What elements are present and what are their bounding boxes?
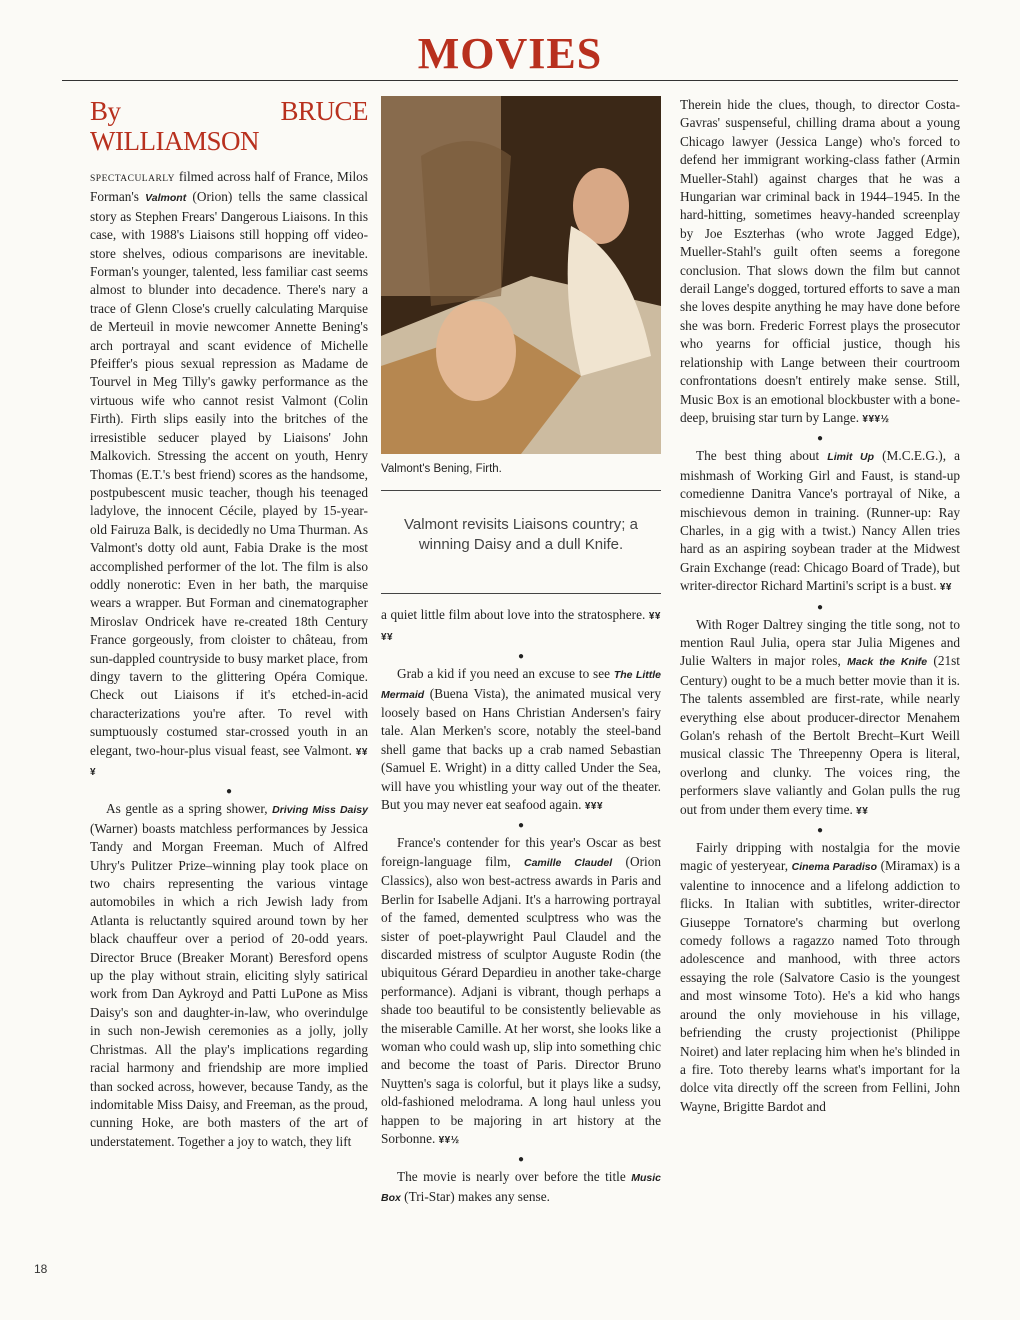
- header-rule: [62, 80, 958, 81]
- film-title: Limit Up: [827, 451, 875, 464]
- review-cinema-paradiso: Fairly dripping with nostalgia for the movie magic of yesteryear, Cinema Paradiso (Miramax) is a valentine to innocence and a lifelong addiction to flicks. In Italian with subtitles, writer-director Giuseppe Tornatore's charming but overlong comedy follows a ragazzo named Toto through adolescence and manhood, with three actors essaying the role (Salvatore Casio is the youngest and most winsome Toto). He's a kid who hangs around the only moviehouse in his village, befriending the crusty projectionist (Philippe Noiret) and later replacing him when he's blinded in a fire. Toto thereby learns what's important for la dolce vita directly off the screen from Fellini, John Wayne, Brigitte Bardot and: [680, 840, 961, 1114]
- pull-quote-rule-top: [381, 490, 661, 491]
- review-driving-miss-daisy: As gentle as a spring shower, Driving Miss Daisy (Warner) boasts matchless performances by Jessica Tandy and Morgan Freeman. Much of Alfred Uhry's Pulitzer Prize–winning play took place on two chairs representing the various vintage automobiles in which a rich Jewish lady from Atlanta is reluctantly squired around town by her black chauffeur over a period of 20-odd years. Director Bruce (Breaker Morant) Beresford opens up the play without strain, eliciting slyly satirical work from Dan Aykroyd and Patti LuPone as Miss Daisy's son and daughter-in-law, who overindulge in such non-Jewish ceremonies as a jolly, jolly Christmas. All the play's implications regarding racial harmony and friendship are more implied than socked across, however, because Tandy, as the indomitable Miss Daisy, and Freeman, as the proud, cunning Hoke, are both masters of the art of understatement. Together a joy to watch, they lift: [90, 801, 368, 1149]
- section-title: MOVIES: [417, 29, 603, 78]
- film-title: The Little Mermaid: [381, 669, 661, 701]
- separator-dot: ●: [816, 433, 824, 445]
- film-title: Valmont: [145, 192, 187, 205]
- column-3: [680, 96, 960, 1116]
- rating: ¥¥¥¥: [381, 611, 661, 643]
- review-camille-claudel: France's contender for this year's Oscar as best foreign-language film, Camille Claudel (Orion Classics), also won best-actress awards in Paris and Berlin for Isabelle Adjani. It's a harrowing portrayal of the famed, demented sculptress who was the sister of poet-playwright Paul Claudel and the discarded mistress of sculptor Auguste Rodin (the ubiquitous Gérard Depardieu in another take-charge performance). Adjani is vibrant, though perhaps a shade too beautiful to be consistently believable as the miserable Camille. At her worst, she looks like a woman who could wash up, slip into something chic and become the toast of Paris. Director Bruno Nuytten's saga is colorful, but it plays like a sudsy, old-fashioned melodrama. A long haul unless you happen to be majoring in art history at the Sorbonne. ¥¥½: [381, 835, 661, 1146]
- rating: ¥¥¥: [584, 801, 604, 813]
- pull-quote-rule-bottom: [381, 593, 661, 594]
- review-music-box: The movie is nearly over before the title Music Box (Tri-Star) makes any sense.: [381, 1169, 661, 1204]
- review-mack-the-knife: With Roger Daltrey singing the title song, not to mention Raul Julia, opera star Julia Migenes and Julie Walters in major roles, Mack the Knife (21st Century) ought to be a much better movie than it is. The talents assembled are first-rate, while nearly everything else about producer-director Menahem Golan's rehash of the Bertolt Brecht–Kurt Weill musical classic The Threepenny Opera is literal, overlong and clunky. The voices ring, the performers slave valiantly and Golan pulls the rug out from under them every time. ¥¥: [680, 616, 960, 817]
- rating: ¥¥: [856, 805, 869, 817]
- film-title: Cinema Paradiso: [791, 861, 878, 874]
- separator-dot: ●: [816, 601, 824, 613]
- separator-dot: ●: [517, 1154, 525, 1166]
- review-valmont: SPECTACULARLY filmed across half of France, Milos Forman's Valmont (Orion) tells the same classical story as Stephen Frears' Dangerous Liaisons. In this case, with 1988's Liaisons still hopping off video-store shelves, odious comparisons are inevitable. Forman's younger, talented, less familiar cast seems almost to blunder into decadence. There's nary a trace of Glenn Close's cruelly calculating Marquise de Merteuil in movie newcomer Annette Bening's arch portrayal and scant evidence of Michelle Pfeiffer's pious sexual repression as Madame de Tourvel in Meg Tilly's gawky performance as the virtuous wife who cannot resist Valmont (Colin Firth). Firth slips easily into the britches of the irresistible seducer played by Liaisons' John Malkovich. Stressing the accent on youth, Henry Thomas (E.T.'s best friend) scores as the handsome, postpubescent music teacher, though his teenaged ladylove, the innocent Cécile, played by 15-year-old Fairuza Balk, is decidedly no Uma Thurman. As Valmont's dotty old aunt, Fabia Drake is the most accomplished performer of the lot. The film is also oddly nonerotic: Even in her bath, the marquise wears a wrapper. But Forman and cinematographer Miroslav Ondricek have re-created 18th Century France gorgeously, from cloister to château, from sun-dappled countryside to busy market place, from dingy tavern to the glittering Opéra Comique. Check out Liaisons if it's etched-in-acid characterizations you're after. To revel with sumptuously costumed star-crossed youth in an elegant, two-hour-plus visual feast, see Valmont. ¥¥¥: [90, 169, 368, 778]
- review-music-box-continued: Therein hide the clues, though, to director Costa-Gavras' suspenseful, chilling drama about a young Chicago lawyer (Jessica Lange) who's forced to defend her immigrant working-class father (Armin Mueller-Stahl) against charges that he was a Hungarian war criminal back in 1944–1945. In the hard-hitting, sometimes heavy-handed screenplay by Joe Eszterhas (who wrote Jagged Edge), Mueller-Stahl's guilt often seems a foregone conclusion. That slows down the film but cannot derail Lange's dogged, tortured efforts to save a man she loves despite anything he may have done before she was born. Frederic Forrest plays the prosecutor who yearns for official justice, though his relationship with Lange between their courtroom confrontations doesn't entirely make sense. Still, Music Box is an emotional blockbuster with a bone-deep, bruising star turn by Lange. ¥¥¥½: [680, 97, 960, 425]
- film-title: Driving Miss Daisy: [272, 804, 368, 817]
- film-title: Camille Claudel: [523, 856, 613, 869]
- rating: ¥¥: [939, 582, 952, 594]
- separator-dot: ●: [517, 820, 525, 832]
- film-still-photo: [381, 96, 661, 454]
- review-little-mermaid: Grab a kid if you need an excuse to see The Little Mermaid (Buena Vista), the animated musical very loosely based on Hans Christian Andersen's fairy tale. Alan Merken's score, notably the steel-band shell game that backs up a crab named Sebastian (Samuel E. Wright) in a ditty called Under the Sea, will have you whistling your way out of the theater. But you may never eat seafood again. ¥¥¥: [381, 666, 661, 813]
- column-2: [381, 96, 661, 1207]
- separator-dot: ●: [517, 651, 525, 663]
- photo-caption: Valmont's Bening, Firth.: [381, 463, 502, 475]
- review-limit-up: The best thing about Limit Up (M.C.E.G.), a mishmash of Working Girl and Faust, is stand-up comedienne Danitra Vance's portrayal of Nike, a mischievous demon in training. (Runner-up: Ray Charles, in a gig with a twist.) Nancy Allen tries hard as an aspiring soybean trader at the Midwest Grain Exchange (read: Chicago Board of Trade), but writer-director Richard Martini's script is a bust. ¥¥: [680, 448, 960, 594]
- rating: ¥¥¥: [90, 746, 368, 778]
- byline: By BRUCE WILLIAMSON: [90, 96, 368, 156]
- column-1: [90, 96, 368, 1151]
- film-title: Music Box: [381, 1172, 661, 1204]
- review-valmont-continued: a quiet little film about love into the stratosphere. ¥¥¥¥: [381, 607, 661, 643]
- separator-dot: ●: [816, 825, 824, 837]
- film-title: Mack the Knife: [847, 656, 928, 669]
- photo-illustration: [381, 96, 661, 454]
- separator-dot: ●: [225, 786, 233, 798]
- rating: ¥¥¥½: [862, 413, 890, 425]
- rating: ¥¥½: [438, 1134, 460, 1146]
- page-number: 18: [34, 1262, 48, 1276]
- pull-quote: Valmont revisits Liaisons country; a winning Daisy and a dull Knife.: [404, 516, 638, 554]
